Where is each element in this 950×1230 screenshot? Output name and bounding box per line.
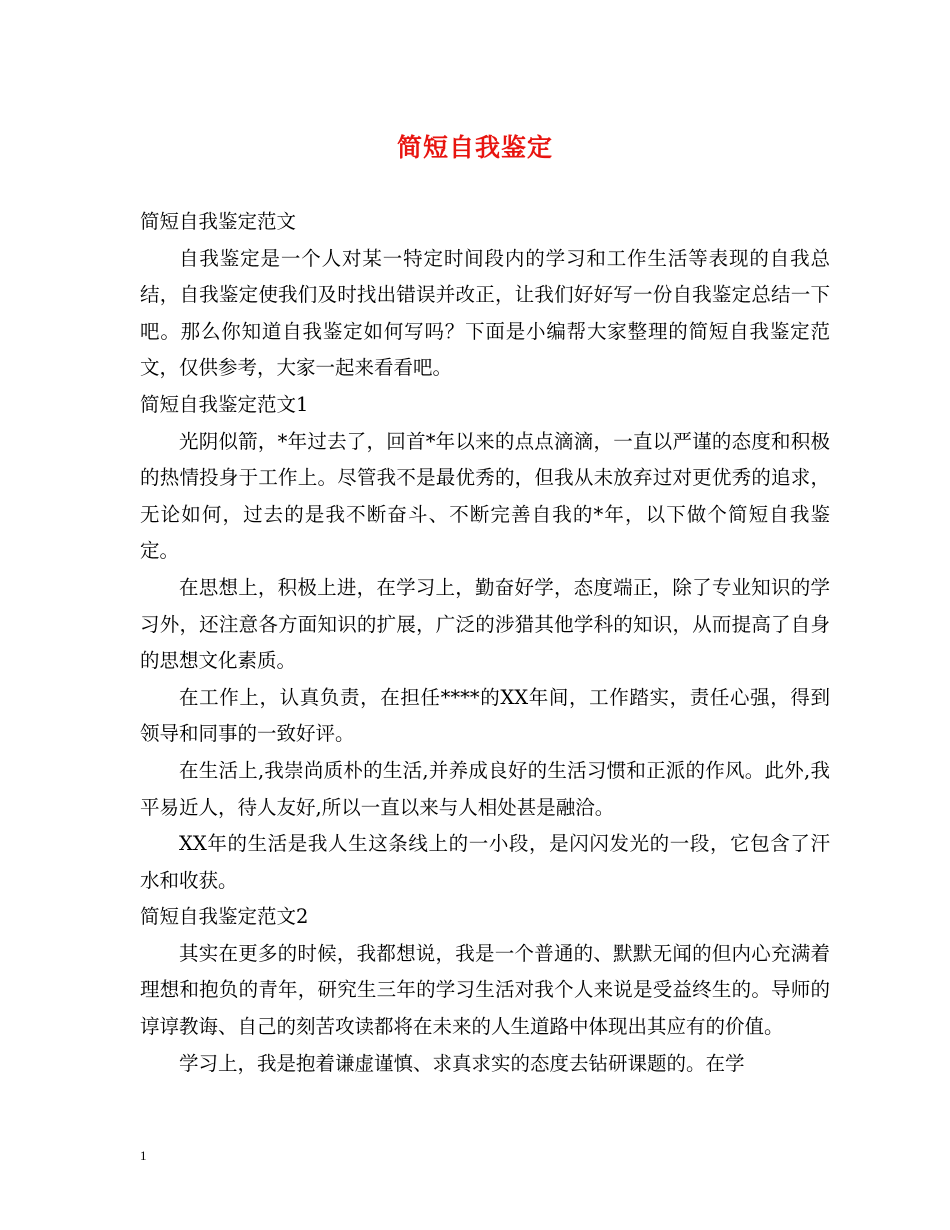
- body-paragraph: 在生活上,我崇尚质朴的生活,并养成良好的生活习惯和正派的作风。此外,我平易近人，待人友好,所以一直以来与人相处甚是融洽。: [140, 758, 830, 819]
- body-paragraph: 自我鉴定是一个人对某一特定时间段内的学习和工作生活等表现的自我总结，自我鉴定使我们及时找出错误并改正，让我们好好写一份自我鉴定总结一下吧。那么你知道自我鉴定如何写吗？下面是小编帮大家整理的简短自我鉴定范文，仅供参考，大家一起来看看吧。: [140, 246, 830, 380]
- section-heading: 简短自我鉴定范文: [140, 210, 297, 233]
- section-heading: 简短自我鉴定范文1: [140, 392, 309, 416]
- body-paragraph: 在工作上，认真负责，在担任****的XX年间，工作踏实，责任心强，得到领导和同事的一致好评。: [140, 685, 830, 746]
- body-paragraph: 光阴似箭，*年过去了，回首*年以来的点点滴滴，一直以严谨的态度和积极的热情投身于工作上。尽管我不是最优秀的，但我从未放弃过对更优秀的追求，无论如何，过去的是我不断奋斗、不断完善自我的*年，以下做个简短自我鉴定。: [140, 429, 830, 563]
- body-paragraph: XX年的生活是我人生这条线上的一小段，是闪闪发光的一段，它包含了汗水和收获。: [140, 832, 830, 892]
- document-title: 简短自我鉴定: [396, 133, 553, 162]
- body-paragraph: 学习上，我是抱着谦虚谨慎、求真求实的态度去钻研课题的。在学: [179, 1051, 745, 1075]
- section-heading: 简短自我鉴定范文2: [140, 905, 309, 929]
- document-body: [140, 204, 830, 1082]
- body-paragraph: 其实在更多的时候，我都想说，我是一个普通的、默默无闻的但内心充满着理想和抱负的青年，研究生三年的学习生活对我个人来说是受益终生的。导师的谆谆教诲、自己的刻苦攻读都将在未来的人生道路中体现出其应有的价值。: [140, 941, 830, 1039]
- body-paragraph: 在思想上，积极上进，在学习上，勤奋好学，态度端正，除了专业知识的学习外，还注意各方面知识的扩展，广泛的涉猎其他学科的知识，从而提高了自身的思想文化素质。: [140, 575, 830, 673]
- page-number: 1: [140, 1148, 147, 1163]
